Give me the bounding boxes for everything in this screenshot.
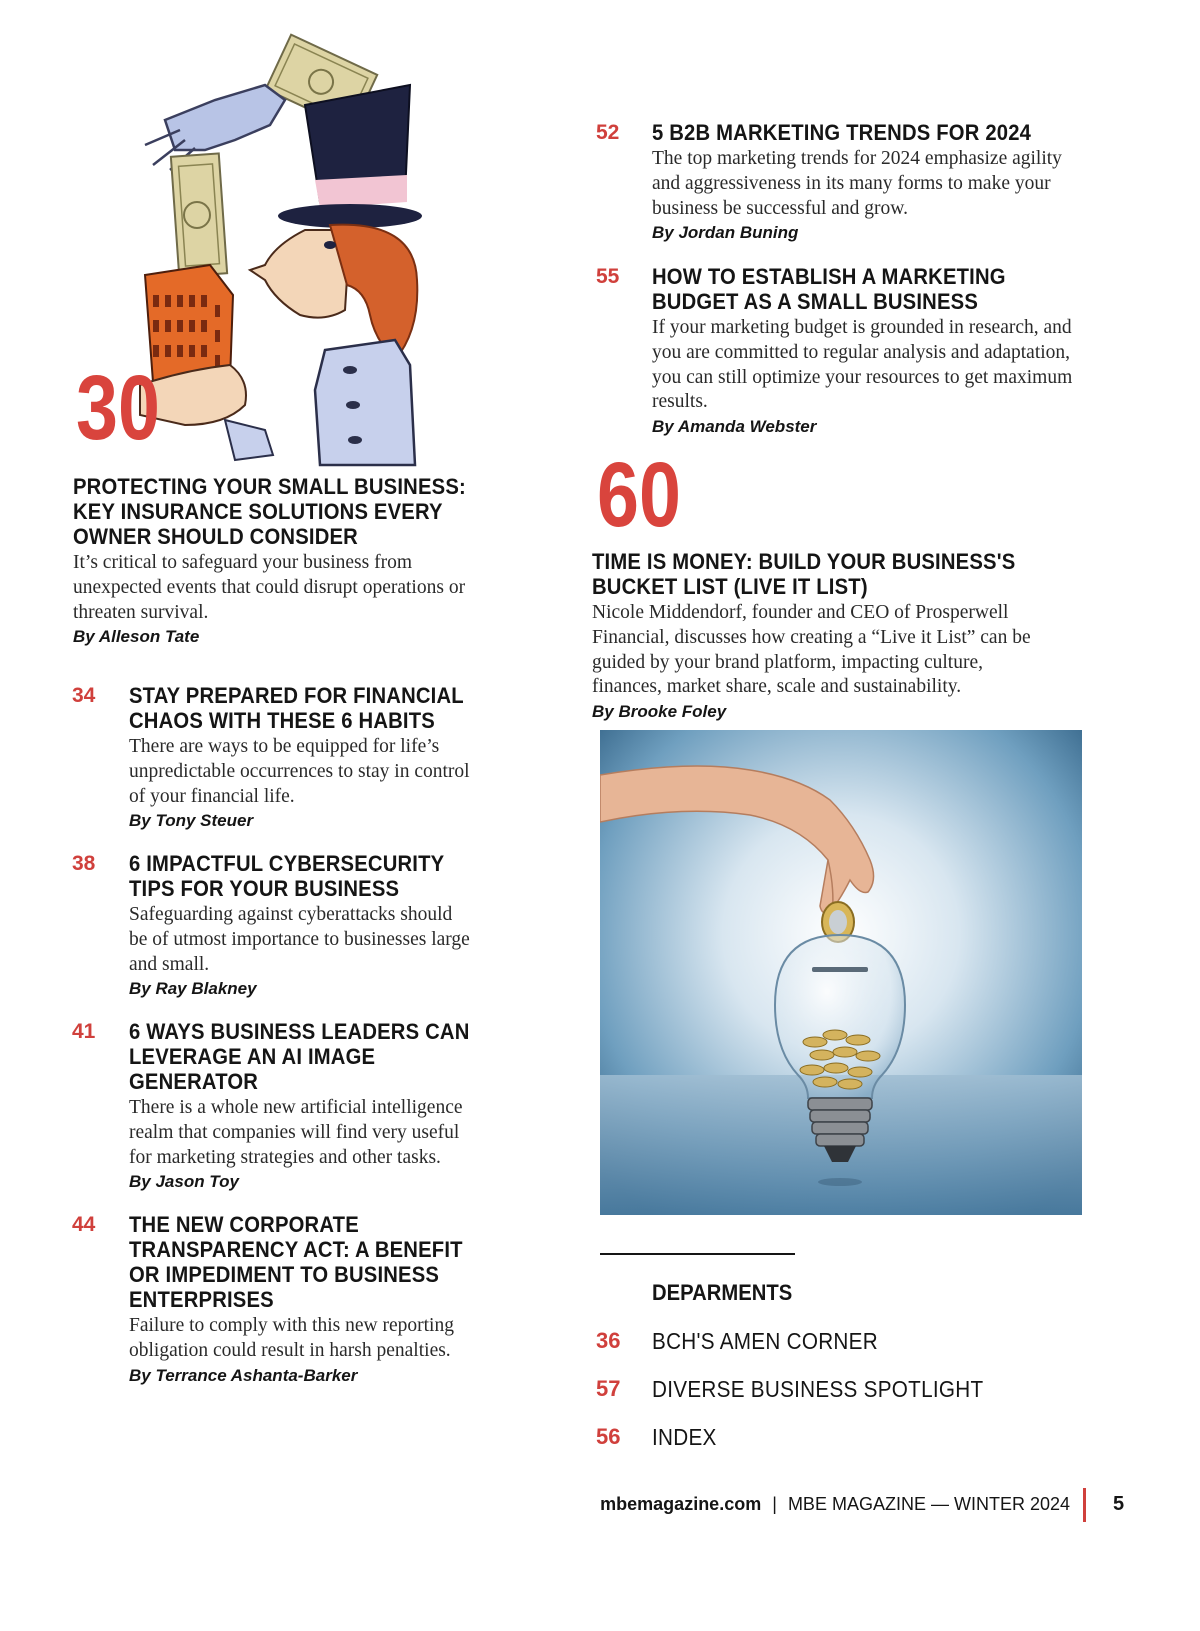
department-page-number: 56 xyxy=(596,1424,621,1449)
departments-heading: DEPARMENTS xyxy=(652,1280,793,1305)
department-page-number: 36 xyxy=(596,1328,621,1353)
department-label[interactable]: INDEX xyxy=(652,1424,717,1450)
article-byline: By Jason Toy xyxy=(129,1172,239,1192)
insurance-illustration xyxy=(125,30,435,470)
article-byline: By Terrance Ashanta-Barker xyxy=(129,1365,358,1385)
footer-separator: | xyxy=(772,1494,777,1514)
page-footer xyxy=(600,1494,1070,1515)
feature-article-60[interactable] xyxy=(592,549,1047,724)
footer-website[interactable]: mbemagazine.com xyxy=(600,1494,762,1514)
article-page-number: 52 xyxy=(596,121,620,144)
article-byline: By Tony Steuer xyxy=(129,811,254,831)
article-description: It’s critical to safeguard your business from unexpected events that could disrupt operations or threaten survival. xyxy=(73,552,466,623)
article-byline: By Jordan Buning xyxy=(652,223,799,243)
article-title[interactable]: STAY PREPARED FOR FINANCIAL CHAOS WITH THESE 6 HABITS xyxy=(129,683,464,733)
article-description: There are ways to be equipped for life’s unpredictable occurrences to stay in control of your financial life. xyxy=(129,736,470,807)
article-description: There is a whole new artificial intelligence realm that companies will find very useful for marketing strategies and other tasks. xyxy=(129,1097,463,1168)
department-label[interactable]: DIVERSE BUSINESS SPOTLIGHT xyxy=(652,1376,984,1402)
article-description: If your marketing budget is grounded in research, and you are committed to regular analysis and adaptation, you can still optimize your resources to get maximum results. xyxy=(652,317,1073,413)
department-page-number: 57 xyxy=(596,1376,621,1401)
lightbulb-coin-photo xyxy=(600,730,1082,1215)
article-byline: By Ray Blakney xyxy=(129,979,257,999)
list-item[interactable] xyxy=(596,1376,1046,1406)
article-description: Safeguarding against cyberattacks should be of utmost importance to businesses large and small. xyxy=(129,904,470,975)
article-title[interactable]: 5 B2B MARKETING TRENDS FOR 2024 xyxy=(652,120,1032,145)
article-title[interactable]: PROTECTING YOUR SMALL BUSINESS: KEY INSURANCE SOLUTIONS EVERY OWNER SHOULD CONSIDER xyxy=(73,474,466,549)
article-page-number: 55 xyxy=(596,265,620,288)
article-title[interactable]: THE NEW CORPORATE TRANSPARENCY ACT: A BENEFIT OR IMPEDIMENT TO BUSINESS ENTERPRISES xyxy=(129,1212,463,1312)
footer-issue: MBE MAGAZINE — WINTER 2024 xyxy=(787,1494,1070,1514)
article-byline: By Amanda Webster xyxy=(652,417,817,437)
page-number: 5 xyxy=(1113,1493,1125,1515)
article-title[interactable]: HOW TO ESTABLISH A MARKETING BUDGET AS A SMALL BUSINESS xyxy=(652,264,1006,314)
article-description: Failure to comply with this new reporting obligation could result in harsh penalties. xyxy=(129,1315,454,1361)
article-page-number: 38 xyxy=(72,852,96,875)
list-item[interactable] xyxy=(596,1328,1046,1358)
article-page-number: 44 xyxy=(72,1213,96,1236)
article-page-number: 41 xyxy=(72,1020,96,1043)
article-page-number: 34 xyxy=(72,684,96,707)
article-byline: By Alleson Tate xyxy=(73,627,200,647)
list-item[interactable] xyxy=(596,1424,1046,1454)
article-title[interactable]: 6 IMPACTFUL CYBERSECURITY TIPS FOR YOUR BUSINESS xyxy=(129,851,444,901)
footer-divider xyxy=(1083,1488,1086,1522)
article-byline: By Brooke Foley xyxy=(592,702,727,722)
article-description: The top marketing trends for 2024 emphasize agility and aggressiveness in its many forms to make your business be successful and grow. xyxy=(652,148,1062,219)
article-title[interactable]: 6 WAYS BUSINESS LEADERS CAN LEVERAGE AN AI IMAGE GENERATOR xyxy=(129,1019,470,1094)
article-description: Nicole Middendorf, founder and CEO of Prosperwell Financial, discusses how creating a “Live it List” can be guided by your brand platform, impacting culture, finances, market share, scale and sustainability. xyxy=(592,602,1031,698)
section-divider xyxy=(600,1253,795,1255)
feature-article-30[interactable] xyxy=(73,474,493,649)
department-label[interactable]: BCH'S AMEN CORNER xyxy=(652,1328,878,1354)
article-title[interactable]: TIME IS MONEY: BUILD YOUR BUSINESS'S BUCKET LIST (LIVE IT LIST) xyxy=(592,549,1016,599)
feature-page-number: 60 xyxy=(597,444,681,546)
feature-page-number: 30 xyxy=(76,357,160,459)
